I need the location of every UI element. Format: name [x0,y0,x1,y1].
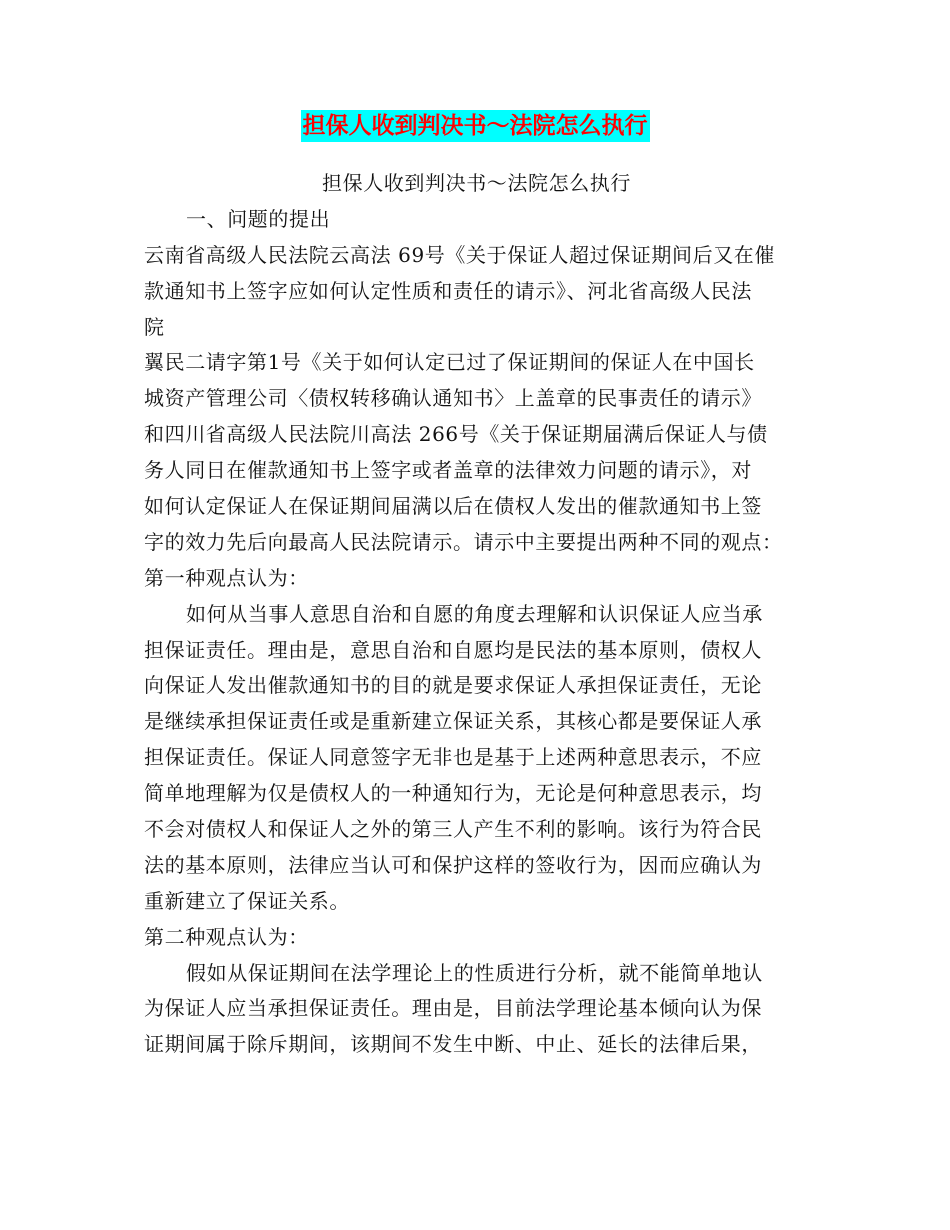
paragraph-line: 重新建立了保证关系。 [144,888,350,913]
paragraph-line: 如何认定保证人在保证期间届满以后在债权人发出的催款通知书上签 [144,494,762,519]
paragraph-line: 字的效力先后向最高人民法院请示。请示中主要提出两种不同的观点： [144,529,783,554]
paragraph-line: 简单地理解为仅是债权人的一种通知行为，无论是何种意思表示，均 [144,781,762,806]
paragraph-line: 院 [144,314,165,339]
title-block [0,110,950,142]
section-heading: 一、问题的提出 [186,206,331,231]
paragraph-line: 不会对债权人和保证人之外的第三人产生不利的影响。该行为符合民 [144,817,762,842]
paragraph-line: 向保证人发出催款通知书的目的就是要求保证人承担保证责任，无论 [144,673,762,698]
paragraph-line: 款通知书上签字应如何认定性质和责任的请示》、河北省高级人民法 [144,278,752,303]
paragraph-line: 如何从当事人意思自治和自愿的角度去理解和认识保证人应当承 [186,601,763,626]
document-subtitle: 担保人收到判决书～法院怎么执行 [322,171,631,195]
paragraph-line: 翼民二请字第1号《关于如何认定已过了保证期间的保证人在中国长 [144,350,755,375]
viewpoint-heading: 第二种观点认为： [144,924,309,949]
paragraph-line: 担保证责任。理由是，意思自治和自愿均是民法的基本原则，债权人 [144,637,762,662]
paragraph-line: 法的基本原则，法律应当认可和保护这样的签收行为，因而应确认为 [144,852,762,877]
paragraph-line: 城资产管理公司〈债权转移确认通知书〉上盖章的民事责任的请示》 [144,386,762,411]
paragraph-line: 假如从保证期间在法学理论上的性质进行分析，就不能简单地认 [186,960,763,985]
document-title: 担保人收到判决书～法院怎么执行 [301,110,650,142]
paragraph-line: 证期间属于除斥期间，该期间不发生中断、中止、延长的法律后果， [144,1032,762,1057]
document-body [144,166,809,1063]
paragraph-line: 是继续承担保证责任或是重新建立保证关系，其核心都是要保证人承 [144,709,762,734]
paragraph-line: 务人同日在催款通知书上签字或者盖章的法律效力问题的请示》，对 [144,458,752,483]
paragraph-line: 为保证人应当承担保证责任。理由是，目前法学理论基本倾向认为保 [144,996,762,1021]
paragraph-line: 和四川省高级人民法院川高法 266号《关于保证期届满后保证人与债 [144,422,768,447]
viewpoint-heading: 第一种观点认为： [144,565,309,590]
paragraph-line: 云南省高级人民法院云高法 69号《关于保证人超过保证期间后又在催 [144,242,776,267]
paragraph-line: 担保证责任。保证人同意签字无非也是基于上述两种意思表示，不应 [144,745,762,770]
